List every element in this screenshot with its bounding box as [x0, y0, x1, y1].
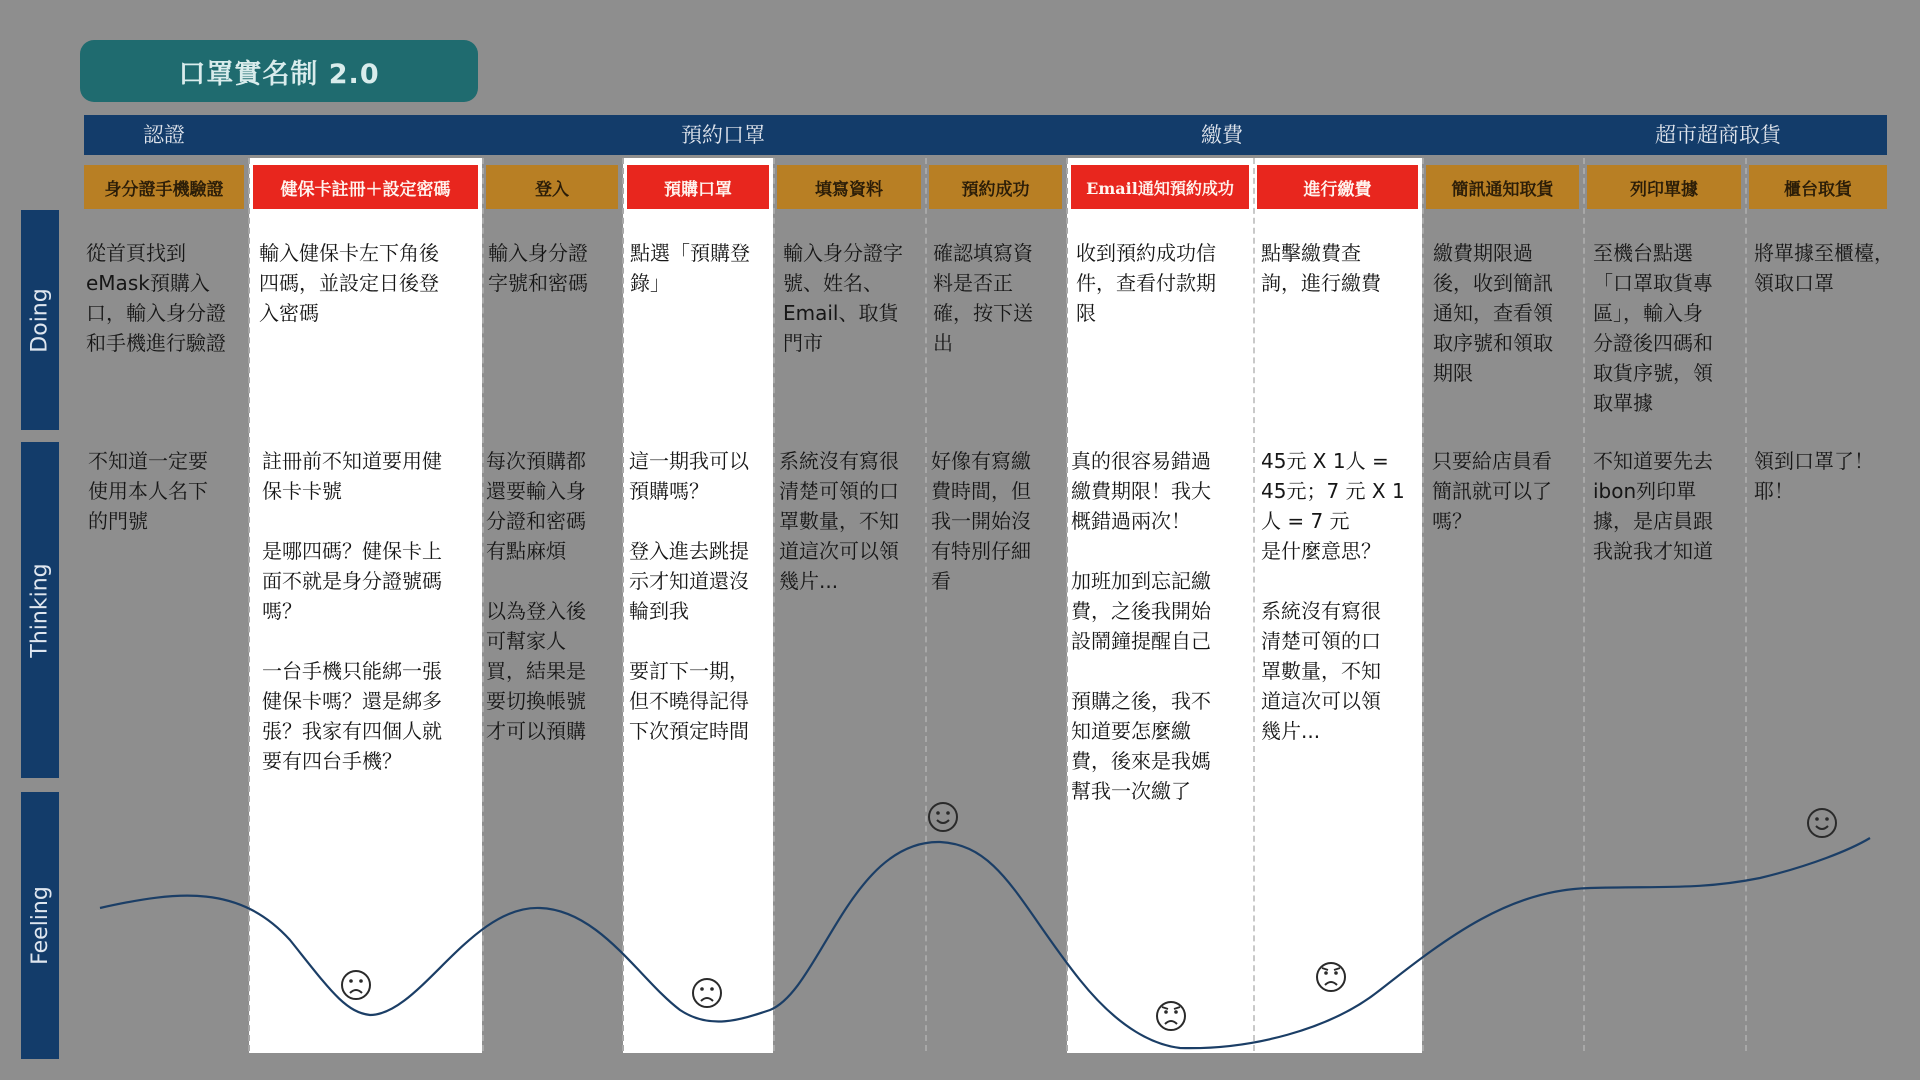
step-print-receipt: 列印單據 — [1587, 165, 1741, 209]
step-email-notification: Email通知預約成功 — [1071, 165, 1249, 209]
thinking-cell: 好像有寫繳 費時間，但 我一開始沒 有特別仔細 看 — [931, 449, 1031, 593]
step-fill-in-data: 填寫資料 — [777, 165, 921, 209]
happy-face-icon — [929, 803, 957, 831]
thinking-cell: 這一期我可以 預購嗎？ 登入進去跳提 示才知道還沒 輪到我 要訂下一期， 但不曉得記得 下次預定時間 — [629, 449, 749, 743]
phase-label-pickup: 超市超商取貨 — [1655, 123, 1781, 147]
row-label-thinking: Thinking — [21, 442, 59, 778]
happy-face-icon — [1808, 809, 1836, 837]
step-login: 登入 — [486, 165, 618, 209]
doing-cell: 從首頁找到 eMask預購入 口，輸入身分證 和手機進行驗證 — [86, 241, 226, 355]
doing-cell: 確認填寫資 料是否正 確，按下送 出 — [933, 241, 1033, 355]
frustrated-face-icon — [1157, 1002, 1185, 1030]
page-title: 口罩實名制 2.0 — [80, 40, 478, 102]
step-sms-pickup-notice: 簡訊通知取貨 — [1426, 165, 1579, 209]
doing-cell: 輸入健保卡左下角後 四碼，並設定日後登 入密碼 — [259, 241, 439, 325]
step-preorder-mask: 預購口罩 — [627, 165, 769, 209]
step-make-payment: 進行繳費 — [1257, 165, 1418, 209]
thinking-cell: 不知道一定要 使用本人名下 的門號 — [88, 449, 208, 533]
step-id-phone-verification: 身分證手機驗證 — [84, 165, 244, 209]
sad-face-icon — [342, 971, 370, 999]
step-nhi-card-register: 健保卡註冊＋設定密碼 — [253, 165, 478, 209]
step-reservation-success: 預約成功 — [929, 165, 1062, 209]
doing-cell: 至機台點選 「口罩取貨專 區」，輸入身 分證後四碼和 取貨序號，領 取單據 — [1593, 241, 1713, 415]
row-label-feeling: Feeling — [21, 792, 59, 1059]
thinking-cell: 不知道要先去 ibon列印單 據，是店員跟 我說我才知道 — [1593, 449, 1713, 563]
doing-cell: 收到預約成功信 件，查看付款期 限 — [1076, 241, 1216, 325]
sad-face-icon — [693, 979, 721, 1007]
thinking-cell: 真的很容易錯過 繳費期限！我大 概錯過兩次！ 加班加到忘記繳 費，之後我開始 設鬧鐘提醒自己 預購之後，我不 知道要怎麼繳 費，後來是我媽 幫我一次繳了 — [1071, 449, 1211, 803]
phase-label-reservation: 預約口罩 — [681, 123, 765, 147]
step-counter-pickup: 櫃台取貨 — [1749, 165, 1887, 209]
phase-label-payment: 繳費 — [1201, 123, 1243, 147]
doing-cell: 將單據至櫃檯， 領取口罩 — [1754, 241, 1894, 295]
thinking-cell: 45元 X 1人 = 45元；7 元 X 1 人 = 7 元 是什麼意思？ 系統沒有寫很 清楚可領的口 罩數量，不知 道這次可以領 幾片... — [1261, 449, 1405, 743]
thinking-cell: 系統沒有寫很 清楚可領的口 罩數量，不知 道這次可以領 幾片... — [779, 449, 899, 593]
feeling-curve — [100, 838, 1870, 1048]
phase-label-verification: 認證 — [143, 123, 185, 147]
doing-cell: 繳費期限過 後，收到簡訊 通知，查看領 取序號和領取 期限 — [1433, 241, 1553, 385]
thinking-cell: 領到口罩了！ 耶！ — [1754, 449, 1874, 503]
doing-cell: 點選「預購登 錄」 — [630, 241, 750, 295]
thinking-cell: 註冊前不知道要用健 保卡卡號 是哪四碼？健保卡上 面不就是身分證號碼 嗎？ 一台手機只能綁一張 健保卡嗎？還是綁多 張？我家有四個人就 要有四台手機？ — [262, 449, 442, 773]
doing-cell: 點擊繳費查 詢，進行繳費 — [1261, 241, 1381, 295]
doing-cell: 輸入身分證 字號和密碼 — [488, 241, 588, 295]
thinking-cell: 每次預購都 還要輸入身 分證和密碼 有點麻煩 以為登入後 可幫家人 買，結果是 要切換帳號 才可以預購 — [486, 449, 586, 743]
thinking-cell: 只要給店員看 簡訊就可以了 嗎？ — [1432, 449, 1552, 533]
row-label-doing: Doing — [21, 210, 59, 430]
frustrated-face-icon — [1317, 963, 1345, 991]
doing-cell: 輸入身分證字 號、姓名、 Email、取貨 門市 — [783, 241, 903, 355]
